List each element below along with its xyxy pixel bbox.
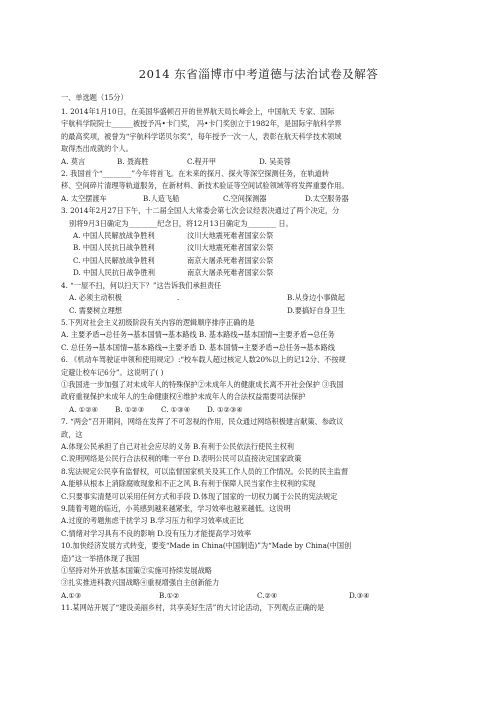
question-9: [61, 503, 456, 540]
option-c: C. 中国人民解放战争胜利 南京大屠杀死难者国家公祭: [73, 255, 274, 265]
option-c: C.空间探测器: [223, 193, 267, 203]
question-text: 2. 我国首个“________”今年将首飞。在未来的探月、探火等深空探测任务，在轨道转: [61, 169, 330, 179]
option-d: D.要搞好自身卫生: [287, 305, 346, 315]
question-text: A.能够从根本上消除腐败现象和不正之风 B.有利于保障人民当家作主权利的实现: [61, 479, 316, 489]
option-b: B. 中国人民抗日战争胜利 汶川大地震死难者国家公祭: [73, 243, 274, 253]
option-a: A.①③: [61, 590, 82, 600]
option-c: C.程开甲: [187, 156, 217, 166]
question-text: 11.某网站开展了“建设美丽乡村，共享美好生活”的大讨论活动，下列观点正确的是: [61, 603, 325, 613]
option-a: A. 莫言: [61, 156, 86, 166]
question-10: [61, 540, 456, 602]
question-text: 政府重视保护未成年人的生命健康权④维护未成年人的合法权益需要司法保护: [61, 392, 306, 402]
question-text: 取得杰出成就的个人。: [61, 144, 133, 154]
question-text: ①坚持对外开放基本国策②实施可持续发展战略: [61, 566, 212, 576]
question-text: 8.宪法规定公民享有监督权，可以监督国家机关及其工作人员的工作情况。公民的民主监督: [61, 466, 349, 476]
question-7: [61, 416, 456, 466]
option-b: B.人造飞船: [143, 193, 180, 203]
question-text: 别将9月3日确定为________纪念日，将12月13日确定为________ 日。: [69, 218, 293, 228]
question-text: C.只要事实清楚可以采用任何方式和手段 D.体现了国家的一切权力属于公民的宪法规定: [61, 491, 338, 501]
question-text: 移、空间碎片清理等轨道服务，在新材料、新技术验证等空间试验领域等将发挥重要作用。: [61, 181, 349, 191]
question-text: A.过度的考题焦虑干扰学习 B.学习压力和学习效率成正比: [61, 516, 244, 526]
question-text: 4. “一屋不扫，何以扫天下？”这告诉我们承担责任: [61, 280, 222, 290]
options-row: [61, 404, 456, 416]
question-2: [61, 168, 456, 205]
question-text: A.体现公民承担了自己对社会应尽的义务 B.有利于公民依法行使民主权利: [61, 441, 294, 451]
question-text: ①我国进一步加强了对未成年人的特殊保护②未成年人的健康成长离不开社会保护 ③我国: [61, 379, 344, 389]
option-b: B. ①②③: [115, 404, 145, 414]
option-d: D. ①②③④: [207, 404, 243, 414]
option-b: B. 聂海胜: [117, 156, 149, 166]
options-row: [61, 590, 456, 602]
question-text: 7. “两会”召开期间，网络在发挥了不可忽视的作用，民众通过网络积极建言献策、参政议: [61, 417, 344, 427]
option-c: C. ①③④: [161, 404, 191, 414]
option-a: A. 必须主动积极: [69, 293, 122, 303]
question-text: C. 总任务→基本国情→基本路线→主要矛盾 D. 基本国情→主要矛盾→总任务→基本路线: [61, 342, 335, 352]
question-text: 宇航科学院院士______被授予冯•卡门奖， 冯•卡门奖创立于1982年，是国际宇航科学界: [61, 119, 342, 129]
option-b: B.①②: [159, 590, 180, 600]
question-text: C.情绪对学习具有不良的影响 D.没有压力才能提高学习效率: [61, 528, 252, 538]
question-text: A. 主要矛盾→总任务→基本国情→基本路线 B. 基本路线→基本国情→主要矛盾→总任务: [61, 330, 335, 340]
option-d: D. 中国人民抗日战争胜利 南京大屠杀死难者国家公祭: [73, 268, 274, 278]
question-11: [61, 602, 456, 614]
options-row: [61, 156, 456, 168]
option-d: D. 吴美蓉: [259, 156, 291, 166]
question-text: 9.随着考题的临近，小英感到越来越紧张，学习效率也越来越低。这说明: [61, 504, 291, 513]
question-text: ③扎实推进科教兴国战略④重视增强自主创新能力: [61, 578, 220, 588]
question-text: 5.下列对社会主义初级阶段有关内容的逻辑顺序排序正确的是: [61, 317, 255, 327]
question-8: [61, 466, 456, 503]
question-text: 政，这: [61, 429, 83, 439]
option-b: B.从身边小事做起: [287, 293, 345, 303]
question-text: 6. 《机动车驾驶证申领和使用规定》:“校车载人超过核定人数20%以上的记12分、不按规: [61, 355, 346, 365]
option-a: A. 中国人民解放战争胜利 汶川大地震死难者国家公祭: [73, 231, 274, 241]
question-text: 1. 2014年1月10日，在美国华盛顿召开的世界航天局长峰会上，中国航天 专家、国际: [61, 107, 335, 116]
option-c: C.②④: [257, 590, 278, 600]
option-a: A. ①②④: [69, 404, 99, 414]
question-1: [61, 106, 456, 168]
option-c: C. 需要树立理想: [69, 305, 122, 315]
question-text: 10.加快经济发展方式转变，要变“Made in China(中国制造)”为“Made by China(中国创: [61, 541, 352, 551]
section-heading: 一、单选题（15分）: [61, 93, 128, 102]
options-row: [61, 292, 456, 304]
question-text: 造)”这一举措体现了我国: [61, 553, 140, 563]
question-5: [61, 317, 456, 354]
question-text: C.说明网络是公民行合法权利的唯一平台 D.表明公民可以直接决定国家政策: [61, 454, 302, 464]
option-a: A. 太空摆渡车: [61, 193, 107, 203]
question-6: [61, 354, 456, 416]
page-title: 2014 东省淄博市中考道德与法治试卷及解答: [138, 67, 379, 81]
option-d: D.③④: [349, 590, 370, 600]
options-row: [61, 305, 456, 317]
option-d: D.太空服务器: [305, 193, 349, 203]
question-text: 定避让校车记6分”。这说明了( ): [61, 367, 164, 377]
question-text: 3. 2014年2月27日下午，十二届全国人大常委会第七次会议经表决通过了两个决定，分: [61, 206, 340, 216]
question-text: 的最高奖项，被誉为“宇航科学诺贝尔奖”，每年授予一次一人，表彰在航天科学技术领域: [61, 131, 342, 141]
question-4: [61, 280, 456, 317]
stray-mark: .: [177, 293, 180, 303]
question-3: [61, 205, 456, 279]
options-row: [61, 193, 456, 205]
